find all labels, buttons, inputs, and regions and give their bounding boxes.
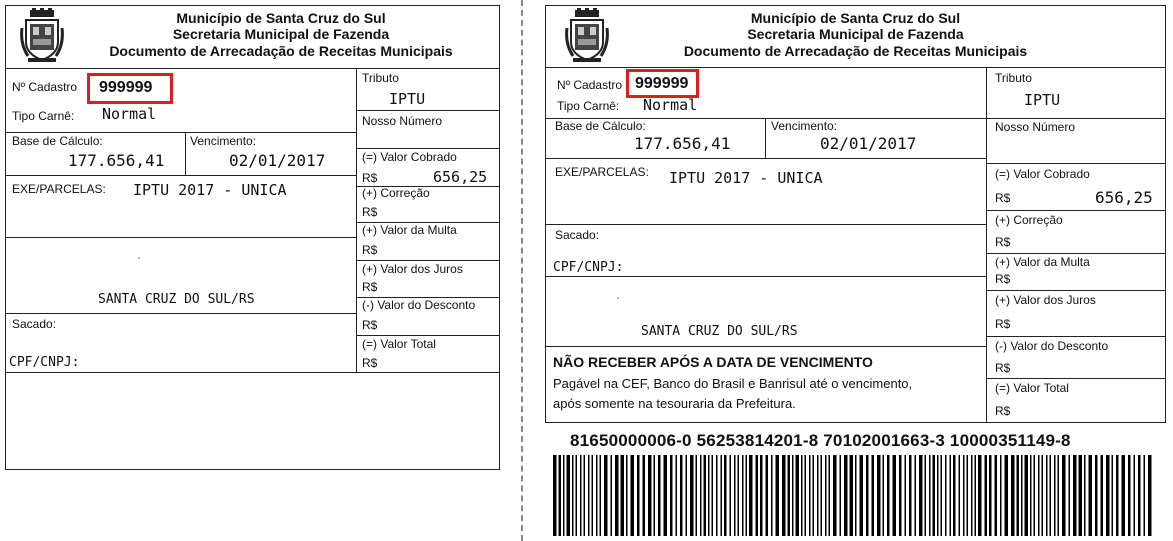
barcode-bar bbox=[840, 455, 842, 536]
barcode-bar bbox=[621, 455, 625, 536]
barcode-bar bbox=[704, 455, 707, 536]
juros-currency: R$ bbox=[362, 280, 378, 294]
total-label: (=) Valor Total bbox=[362, 337, 436, 351]
barcode-bar bbox=[700, 455, 702, 536]
total-currency: R$ bbox=[362, 356, 378, 370]
barcode-bar bbox=[1030, 455, 1032, 536]
barcode-bar bbox=[883, 455, 885, 536]
barcode-bar bbox=[1062, 455, 1066, 536]
barcode-bar bbox=[742, 455, 744, 536]
multa-label: (+) Valor da Multa bbox=[362, 223, 457, 237]
valor-cobrado-label-right: (=) Valor Cobrado bbox=[995, 167, 1090, 181]
linha-digitavel: 81650000006-0 56253814201-8 70102001663-3 10000351149-8 bbox=[570, 431, 1071, 450]
barcode-bar bbox=[909, 455, 912, 536]
barcode-bar bbox=[580, 455, 582, 536]
barcode-bar bbox=[971, 455, 973, 536]
total-currency-right: R$ bbox=[995, 404, 1011, 418]
barcode-bar bbox=[844, 455, 848, 536]
vencimento-label-right: Vencimento: bbox=[771, 119, 838, 133]
barcode-bar bbox=[1122, 455, 1126, 536]
barcode-bar bbox=[721, 455, 723, 536]
barcode-bar bbox=[1079, 455, 1083, 536]
nosso-numero-label-right: Nosso Número bbox=[995, 120, 1076, 134]
multa-currency: R$ bbox=[362, 243, 378, 257]
speck-dot bbox=[138, 257, 140, 259]
barcode-bar bbox=[792, 455, 794, 536]
exe-label: EXE/PARCELAS: bbox=[12, 182, 106, 196]
cadastro-label-right: Nº Cadastro bbox=[557, 78, 623, 92]
cadastro-highlight bbox=[87, 73, 173, 104]
barcode-bar bbox=[611, 455, 613, 536]
vencimento-value: 02/01/2017 bbox=[229, 151, 326, 170]
barcode-bar bbox=[664, 455, 668, 536]
barcode-bar bbox=[866, 455, 869, 536]
barcode-bar bbox=[959, 455, 961, 536]
barcode-bar bbox=[893, 455, 897, 536]
barcode-bar bbox=[567, 455, 571, 536]
barcode-bar bbox=[756, 455, 759, 536]
tributo-label-right: Tributo bbox=[995, 71, 1032, 85]
base-calculo-label: Base de Cálculo: bbox=[12, 134, 103, 148]
barcode-bar bbox=[899, 455, 902, 536]
base-calculo-value-right: 177.656,41 bbox=[634, 134, 731, 153]
barcode-bar bbox=[771, 455, 773, 536]
barcode-bar bbox=[821, 455, 823, 536]
valor-cobrado-currency-right: R$ bbox=[995, 191, 1011, 205]
barcode-bar bbox=[1021, 455, 1023, 536]
barcode-bar bbox=[1011, 455, 1015, 536]
barcode-bar bbox=[1148, 455, 1152, 536]
header-title-line3-right: Documento de Arrecadação de Receitas Municipais bbox=[683, 43, 1028, 59]
barcode-bar bbox=[1084, 455, 1086, 536]
desconto-label-right: (-) Valor do Desconto bbox=[995, 339, 1109, 353]
barcode-bar bbox=[766, 455, 769, 536]
barcode-bar bbox=[1134, 455, 1136, 536]
valor-cobrado-currency: R$ bbox=[362, 171, 378, 185]
barcode-bar bbox=[915, 455, 917, 536]
valor-cobrado-label: (=) Valor Cobrado bbox=[362, 150, 457, 164]
barcode-bar bbox=[604, 455, 608, 536]
barcode-bar bbox=[788, 455, 791, 536]
barcode-bar bbox=[738, 455, 740, 536]
cadastro-value: 999999 bbox=[99, 79, 153, 96]
barcode-bar bbox=[850, 455, 854, 536]
barcode-bar bbox=[734, 455, 736, 536]
exe-value-right: IPTU 2017 - UNICA bbox=[669, 169, 823, 187]
barcode-bar bbox=[887, 455, 890, 536]
desconto-currency: R$ bbox=[362, 318, 378, 332]
barcode-bar bbox=[631, 455, 635, 536]
juros-label-right: (+) Valor dos Juros bbox=[995, 293, 1096, 307]
speck-dot-right bbox=[617, 297, 619, 299]
sacado-label: Sacado: bbox=[12, 317, 57, 331]
aviso-title: NÃO RECEBER APÓS A DATA DE VENCIMENTO bbox=[553, 354, 873, 370]
header-title-line1: Município de Santa Cruz do Sul bbox=[176, 10, 386, 26]
barcode-bar bbox=[696, 455, 698, 536]
juros-currency-right: R$ bbox=[995, 317, 1011, 331]
vencimento-value-right: 02/01/2017 bbox=[820, 134, 917, 153]
barcode-bar bbox=[809, 455, 811, 536]
barcode-bar bbox=[712, 455, 714, 536]
barcode-bar bbox=[559, 455, 562, 536]
barcode-bar bbox=[813, 455, 815, 536]
barcode-bar bbox=[801, 455, 803, 536]
barcode-bar bbox=[724, 455, 727, 536]
barcode-bar bbox=[1017, 455, 1020, 536]
barcode-bar bbox=[576, 455, 578, 536]
barcode-bar bbox=[978, 455, 982, 536]
barcode-bar bbox=[805, 455, 807, 536]
barcode-bar bbox=[985, 455, 988, 536]
barcode-bar bbox=[658, 455, 661, 536]
barcode-bar bbox=[953, 455, 956, 536]
base-calculo-label-right: Base de Cálculo: bbox=[555, 119, 646, 133]
barcode-bar bbox=[872, 455, 875, 536]
tipo-carne-value-right: Normal bbox=[643, 96, 698, 114]
barcode-bar bbox=[648, 455, 652, 536]
cidade-value: SANTA CRUZ DO SUL/RS bbox=[98, 292, 255, 307]
barcode-bar bbox=[746, 455, 748, 536]
barcode-bar bbox=[600, 455, 602, 536]
barcode-bar bbox=[749, 455, 753, 536]
barcode-bar bbox=[975, 455, 977, 536]
barcode-bar bbox=[995, 455, 998, 536]
tributo-label: Tributo bbox=[362, 71, 399, 85]
tipo-carne-value: Normal bbox=[102, 105, 157, 123]
barcode-bar bbox=[1138, 455, 1141, 536]
barcode-bar bbox=[825, 455, 827, 536]
cpf-label: CPF/CNPJ: bbox=[9, 355, 80, 370]
barcode-bar bbox=[1050, 455, 1052, 536]
barcode-bar bbox=[690, 455, 694, 536]
total-label-right: (=) Valor Total bbox=[995, 381, 1069, 395]
barcode-bar bbox=[637, 455, 640, 536]
barcode-bar bbox=[563, 455, 565, 536]
barcode-bar bbox=[1106, 455, 1110, 536]
barcode-bar bbox=[1000, 455, 1002, 536]
header-title-line2: Secretaria Municipal de Fazenda bbox=[172, 26, 390, 42]
barcode bbox=[553, 455, 1153, 536]
vencimento-label: Vencimento: bbox=[190, 134, 257, 148]
barcode-bar bbox=[654, 455, 656, 536]
barcode-bar bbox=[1058, 455, 1060, 536]
barcode-bar bbox=[1112, 455, 1114, 536]
barcode-bar bbox=[760, 455, 763, 536]
sacado-label-right: Sacado: bbox=[555, 228, 600, 242]
barcode-bar bbox=[588, 455, 590, 536]
barcode-bar bbox=[680, 455, 683, 536]
barcode-bar bbox=[950, 455, 952, 536]
barcode-bar bbox=[776, 455, 780, 536]
barcode-bar bbox=[1025, 455, 1029, 536]
barcode-bar bbox=[1095, 455, 1098, 536]
barcode-bar bbox=[1054, 455, 1056, 536]
barcode-bar bbox=[1046, 455, 1048, 536]
barcode-bar bbox=[596, 455, 598, 536]
exe-label-right: EXE/PARCELAS: bbox=[555, 165, 649, 179]
correcao-currency: R$ bbox=[362, 205, 378, 219]
nosso-numero-label: Nosso Número bbox=[362, 114, 443, 128]
barcode-bar bbox=[676, 455, 678, 536]
cadastro-value-right: 999999 bbox=[635, 75, 689, 92]
header-title-line1-right: Município de Santa Cruz do Sul bbox=[750, 10, 961, 26]
barcode-bar bbox=[1034, 455, 1036, 536]
correcao-label: (+) Correção bbox=[362, 186, 430, 200]
base-calculo-value: 177.656,41 bbox=[68, 151, 165, 170]
barcode-bar bbox=[686, 455, 688, 536]
barcode-bar bbox=[670, 455, 673, 536]
desconto-currency-right: R$ bbox=[995, 361, 1011, 375]
header-title-line3: Documento de Arrecadação de Receitas Municipais bbox=[109, 43, 453, 59]
barcode-bar bbox=[919, 455, 923, 536]
correcao-label-right: (+) Correção bbox=[995, 213, 1063, 227]
barcode-bar bbox=[592, 455, 594, 536]
barcode-bar bbox=[967, 455, 969, 536]
correcao-currency-right: R$ bbox=[995, 235, 1011, 249]
tipo-carne-label-right: Tipo Carnê: bbox=[557, 99, 620, 113]
barcode-bar bbox=[782, 455, 786, 536]
desconto-label: (-) Valor do Desconto bbox=[362, 298, 476, 312]
exe-value: IPTU 2017 - UNICA bbox=[133, 181, 287, 199]
barcode-bar bbox=[877, 455, 881, 536]
barcode-bar bbox=[937, 455, 939, 536]
barcode-bar bbox=[905, 455, 907, 536]
barcode-bar bbox=[615, 455, 619, 536]
barcode-bar bbox=[716, 455, 718, 536]
barcode-bar bbox=[1042, 455, 1044, 536]
multa-label-right: (+) Valor da Multa bbox=[995, 255, 1090, 269]
coat-of-arms-logo bbox=[20, 8, 64, 64]
barcode-bar bbox=[796, 455, 800, 536]
cadastro-highlight-right bbox=[626, 69, 699, 98]
tributo-value: IPTU bbox=[389, 90, 426, 108]
barcode-bar bbox=[933, 455, 936, 536]
barcode-bar bbox=[553, 455, 557, 536]
aviso-line2: após somente na tesouraria da Prefeitura. bbox=[553, 396, 796, 411]
barcode-bar bbox=[929, 455, 931, 536]
barcode-bar bbox=[963, 455, 965, 536]
barcode-bar bbox=[925, 455, 927, 536]
barcode-bar bbox=[1089, 455, 1093, 536]
barcode-bar bbox=[708, 455, 710, 536]
barcode-bar bbox=[730, 455, 732, 536]
header-title-line2-right: Secretaria Municipal de Fazenda bbox=[747, 26, 964, 42]
barcode-bar bbox=[817, 455, 819, 536]
barcode-bar bbox=[945, 455, 947, 536]
valor-cobrado-value: 656,25 bbox=[433, 168, 488, 186]
barcode-bar bbox=[1144, 455, 1146, 536]
tipo-carne-label: Tipo Carnê: bbox=[12, 109, 75, 123]
barcode-bar bbox=[1005, 455, 1009, 536]
barcode-bar bbox=[1128, 455, 1131, 536]
barcode-bar bbox=[1116, 455, 1119, 536]
barcode-bar bbox=[989, 455, 992, 536]
cidade-value-right: SANTA CRUZ DO SUL/RS bbox=[641, 324, 798, 339]
barcode-bar bbox=[572, 455, 574, 536]
barcode-bar bbox=[833, 455, 837, 536]
barcode-bar bbox=[860, 455, 864, 536]
barcode-bar bbox=[643, 455, 646, 536]
juros-label: (+) Valor dos Juros bbox=[362, 262, 463, 276]
barcode-bar bbox=[1038, 455, 1040, 536]
barcode-bar bbox=[1069, 455, 1071, 536]
barcode-bar bbox=[855, 455, 857, 536]
cpf-label-right: CPF/CNPJ: bbox=[553, 260, 624, 275]
valor-cobrado-value-right: 656,25 bbox=[1095, 188, 1153, 207]
barcode-bar bbox=[626, 455, 628, 536]
multa-currency-right: R$ bbox=[995, 272, 1011, 286]
aviso-line1: Pagável na CEF, Banco do Brasil e Banrisul até o vencimento, bbox=[553, 376, 913, 391]
tributo-value-right: IPTU bbox=[1024, 91, 1061, 109]
cut-line bbox=[521, 0, 523, 541]
barcode-bar bbox=[1073, 455, 1077, 536]
barcode-bar bbox=[584, 455, 586, 536]
cadastro-label: Nº Cadastro bbox=[12, 80, 78, 94]
barcode-bar bbox=[829, 455, 831, 536]
barcode-bar bbox=[941, 455, 943, 536]
barcode-bar bbox=[1101, 455, 1104, 536]
